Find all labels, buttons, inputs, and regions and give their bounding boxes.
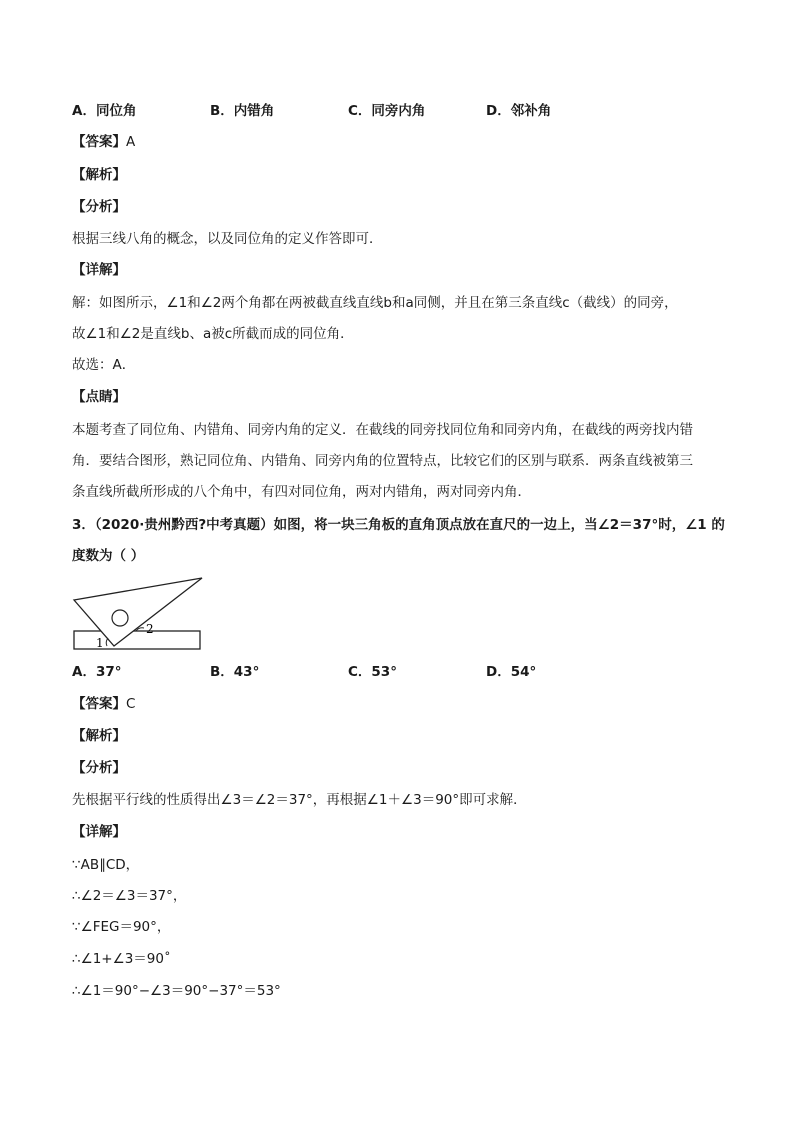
angle1-arc [106,638,108,646]
q2-detail-tag: 【详解】 [72,262,126,278]
angle1-label: 1 [96,636,104,650]
q3-answer-line [72,694,135,714]
q2-fenxi-text: 根据三线八角的概念，以及同位角的定义作答即可． [72,231,383,247]
q2-comment-line: 条直线所截所形成的八个角中，有四对同位角，两对内错角，两对同旁内角． [72,484,531,500]
q2-answer-value: A [126,134,136,150]
q3-detail-line: ∵∠FEG＝90°， [72,919,171,935]
angle2-label: 2 [146,622,154,636]
q3-fenxi-tag: 【分析】 [72,760,126,776]
triangle-ruler-figure [72,576,212,656]
q3-answer-tag: 【答案】 [72,696,126,712]
q3-answer-value: C [126,696,136,712]
q2-detail-line: 解：如图所示，∠1和∠2两个角都在两被截直线直线b和a同侧，并且在第三条直线c（截线）的同旁， [72,295,678,311]
q2-option-c: C．同旁内角 [348,103,426,119]
q3-analysis-tag: 【解析】 [72,728,126,744]
q3-stem-line: 度数为（ ） [72,548,145,564]
q3-detail-tag: 【详解】 [72,824,126,840]
q2-comment-line: 角．要结合图形，熟记同位角、内错角、同旁内角的位置特点，比较它们的区别与联系．两条直线被第三 [72,453,693,469]
q3-option-a: A．37° [72,664,122,680]
q2-option-b: B．内错角 [210,103,275,119]
q3-stem-line: 3．（2020·贵州黔西?中考真题）如图，将一块三角板的直角顶点放在直尺的一边上，当∠2＝37°时，∠1 的 [72,517,725,533]
q2-analysis-tag: 【解析】 [72,167,126,183]
q2-option-d: D．邻补角 [486,103,552,119]
q2-fenxi-tag: 【分析】 [72,199,126,215]
set-square-shape [74,578,202,646]
q3-fenxi-text: 先根据平行线的性质得出∠3＝∠2＝37°，再根据∠1＋∠3＝90°即可求解． [72,792,527,808]
q3-detail-line: ∴∠1＝90°−∠3＝90°−37°＝53° [72,983,281,999]
q3-option-c: C．53° [348,664,397,680]
q2-comment-line: 本题考查了同位角、内错角、同旁内角的定义．在截线的同旁找同位角和同旁内角，在截线的两旁找内错 [72,422,693,438]
q2-option-a: A．同位角 [72,103,137,119]
ruler-shape [74,631,200,649]
q2-answer-line [72,132,135,152]
q2-detail-line: 故选：A． [72,357,136,373]
q3-detail-line: ∴∠2＝∠3＝37°， [72,888,187,904]
q3-detail-line: ∴∠1+∠3＝90˚ [72,951,171,967]
q2-comment-tag: 【点睛】 [72,389,126,405]
q3-option-d: D．54° [486,664,537,680]
set-square-hole [112,610,128,626]
q2-answer-tag: 【答案】 [72,134,126,150]
q2-detail-line: 故∠1和∠2是直线b、a被c所截而成的同位角． [72,326,354,342]
q3-option-b: B．43° [210,664,260,680]
q3-detail-line: ∵AB∥CD， [72,857,140,873]
